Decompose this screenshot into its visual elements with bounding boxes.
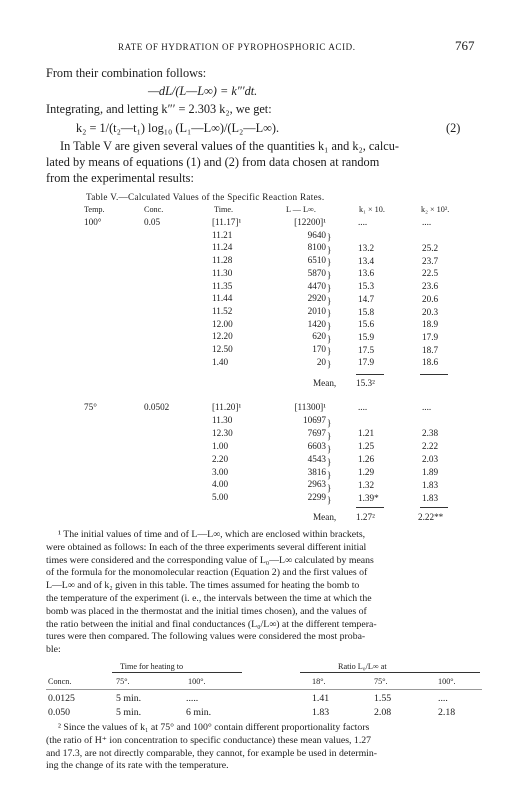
k2-cell: 2.03: [422, 453, 439, 464]
subtable-col-18: 18°.: [312, 677, 326, 686]
col-header-k2: k₂ × 10².: [421, 205, 450, 214]
k1-cell: 15.3: [358, 281, 375, 292]
l-cell: 2299: [307, 492, 326, 503]
k2-cell: 1.83: [422, 479, 439, 490]
k1-cell: 15.6: [358, 319, 375, 330]
brace-mark: }: [327, 482, 332, 493]
time-cell: [11.20]¹: [212, 402, 242, 412]
l-cell: 4470: [307, 280, 326, 291]
cell-conc: 0.05: [144, 217, 161, 227]
brace-mark: }: [327, 257, 332, 268]
k2-cell: 18.9: [422, 319, 439, 330]
divider: [356, 374, 384, 375]
k1-cell: 1.25: [358, 440, 375, 451]
footnote-line: tures were then compared. The following values were considered the most proba-: [46, 631, 366, 643]
divider: [112, 672, 242, 673]
time-cell: 1.00: [212, 440, 229, 451]
footnote-line: ² Since the values of k₁ at 75° and 100° contain different proportionality factors: [58, 722, 370, 733]
time-cell: 2.20: [212, 453, 229, 464]
time-cell: 4.00: [212, 479, 229, 490]
k1-cell: ....: [358, 217, 368, 227]
mean-k1: 15.3²: [356, 378, 375, 388]
footnote-line: the ratio between the initial and final conductances (L₀/L∞) at the different tempera-: [46, 618, 377, 630]
brace-mark: }: [327, 244, 332, 255]
time-cell: 11.30: [212, 414, 233, 425]
footnote-line: bomb was placed in the thermostat and the initial times chosen), and the values of: [46, 605, 367, 617]
l-cell: 6510: [307, 255, 326, 266]
time-cell: 11.52: [212, 305, 233, 316]
l-cell: 4543: [307, 453, 326, 464]
k1-cell: 13.6: [358, 268, 375, 279]
footnote-line: (the ratio of H⁺ ion concentration to specific conductance) these mean values, 1.27: [46, 734, 372, 746]
l-cell: 6603: [307, 440, 326, 451]
brace-mark: }: [327, 495, 332, 506]
k2-cell: 23.6: [422, 281, 439, 292]
l-cell: 5870: [307, 267, 326, 278]
brace-mark: }: [327, 469, 332, 480]
body-line: from the experimental results:: [46, 171, 194, 185]
equation-2-number: (2): [446, 121, 461, 135]
subtable-col-concn: Concn.: [48, 677, 72, 686]
time-cell: 12.30: [212, 427, 233, 438]
l-cell: 7697: [307, 427, 326, 438]
col-header-conc: Conc.: [144, 205, 164, 214]
col-header-time: Time.: [214, 205, 234, 214]
time-cell: [11.17]¹: [212, 217, 242, 227]
footnote-line: ble:: [46, 644, 61, 656]
footnote-line: ing the change of its rate with the temperature.: [46, 760, 229, 772]
brace-mark: }: [327, 418, 332, 428]
k1-cell: 13.4: [358, 255, 375, 266]
time-cell: 11.30: [212, 267, 233, 278]
footnote-line: were obtained as follows: In each of the three experiments several different initial: [46, 541, 367, 553]
footnote-line: ¹ The initial values of time and of L—L∞, which are enclosed within brackets,: [58, 529, 366, 540]
brace-mark: }: [327, 456, 332, 467]
k2-cell: 1.83: [422, 492, 439, 503]
cell-conc: 0.0502: [144, 402, 170, 412]
footnote-line: and 17.3, are not directly comparable, they cannot, for example be used in determin-: [46, 747, 378, 759]
divider: [420, 507, 448, 508]
time-cell: 12.50: [212, 344, 233, 354]
time-cell: 3.00: [212, 466, 229, 477]
col-header-temp: Temp.: [84, 205, 105, 214]
footnote-line: of the formula for the monomolecular reaction (Equation 2) and the first values of: [46, 567, 368, 579]
equation-1: —dL/(L—L∞) = k″′dt.: [148, 84, 258, 98]
subtable-cell: 2.18: [438, 707, 456, 718]
mean-label: Mean,: [313, 512, 337, 522]
k2-cell: 2.22: [422, 440, 439, 451]
k1-cell: 15.8: [358, 306, 375, 317]
k2-cell: 1.89: [422, 466, 439, 477]
body-line: From their combination follows:: [46, 66, 207, 80]
k1-cell: 17.5: [358, 344, 375, 355]
divider: [420, 374, 448, 375]
l-cell: 10697: [303, 414, 326, 425]
time-cell: 11.35: [212, 280, 233, 291]
mean-k2: 2.22**: [418, 512, 444, 522]
k2-cell: 22.5: [422, 268, 439, 279]
brace-mark: }: [327, 359, 332, 369]
k2-cell: 23.7: [422, 255, 439, 266]
subtable-cell: 6 min.: [186, 707, 212, 718]
l-cell: 170: [312, 344, 326, 354]
subtable-cell: ....: [438, 693, 448, 704]
table-caption: Table V.—Calculated Values of the Specific Reaction Rates.: [86, 192, 325, 202]
mean-label: Mean,: [313, 378, 337, 388]
subtable-cell: 5 min.: [116, 707, 142, 718]
divider: [300, 672, 480, 673]
k2-cell: 20.6: [422, 293, 439, 304]
time-cell: 11.24: [212, 242, 233, 253]
k2-cell: 20.3: [422, 306, 439, 317]
l-cell: 20: [316, 356, 326, 367]
brace-mark: }: [327, 232, 332, 242]
time-cell: 11.28: [212, 255, 233, 266]
k1-cell: 1.39*: [358, 492, 379, 503]
brace-mark: }: [327, 320, 332, 331]
k1-cell: 14.7: [358, 293, 375, 304]
l-cell: 620: [312, 331, 326, 342]
brace-mark: }: [327, 270, 332, 281]
footnote-line: L—L∞ and of k₂ given in this table. The times assumed for heating the bomb to: [46, 580, 360, 592]
page-number: 767: [455, 38, 475, 53]
subtable-cell: 1.83: [312, 707, 330, 718]
l-cell: [11300]¹: [294, 402, 326, 412]
subtable-cell: 1.55: [374, 693, 392, 704]
k2-cell: ....: [422, 217, 432, 227]
time-cell: 1.40: [212, 356, 229, 367]
mean-k1: 1.27²: [356, 512, 375, 522]
equation-2: k₂ = 1/(t₂—t₁) log₁₀ (L₁—L∞)/(L₂—L∞).: [76, 121, 280, 135]
time-cell: 11.21: [212, 229, 233, 240]
l-cell: 2010: [307, 305, 326, 316]
k1-cell: 1.26: [358, 453, 375, 464]
divider: [46, 689, 482, 690]
l-cell: 8100: [307, 242, 326, 253]
time-cell: 12.00: [212, 318, 233, 329]
cell-temp: 75°: [84, 402, 97, 412]
subtable-cell: 0.050: [48, 707, 71, 718]
l-cell: 3816: [307, 466, 326, 477]
k1-cell: 1.21: [358, 428, 375, 438]
l-cell: [12200]¹: [294, 217, 326, 227]
running-title: RATE OF HYDRATION OF PYROPHOSPHORIC ACID.: [118, 42, 356, 52]
brace-mark: }: [327, 333, 332, 344]
subtable-col-75: 75°.: [116, 677, 130, 686]
brace-mark: }: [327, 346, 332, 357]
l-cell: 2920: [307, 293, 326, 304]
subtable-col-100b: 100°.: [438, 677, 456, 686]
subtable-cell: 5 min.: [116, 693, 142, 704]
subtable-group-1: Time for heating to: [120, 662, 184, 671]
subtable-cell: 0.0125: [48, 693, 75, 704]
k1-cell: 1.29: [358, 466, 375, 477]
time-cell: 5.00: [212, 492, 229, 503]
k1-cell: 17.9: [358, 357, 375, 368]
brace-mark: }: [327, 443, 332, 454]
subtable-col-75b: 75°.: [374, 677, 388, 686]
brace-mark: }: [327, 308, 332, 319]
col-header-l: L — L∞.: [286, 205, 316, 214]
subtable-group-2: Ratio L₀/L∞ at: [338, 662, 387, 671]
k2-cell: 18.6: [422, 357, 439, 368]
subtable-cell: 1.41: [312, 693, 330, 704]
time-cell: 12.20: [212, 331, 233, 342]
l-cell: 9640: [307, 229, 326, 240]
k2-cell: 2.38: [422, 428, 439, 438]
body-line: lated by means of equations (1) and (2) from data chosen at random: [46, 155, 380, 169]
brace-mark: }: [327, 430, 332, 441]
k1-cell: 1.32: [358, 479, 375, 490]
time-cell: 11.44: [212, 293, 233, 304]
subtable-col-100: 100°.: [188, 677, 206, 686]
l-cell: 1420: [307, 318, 326, 329]
k2-cell: 25.2: [422, 243, 439, 253]
l-cell: 2963: [307, 479, 326, 490]
k1-cell: ....: [358, 402, 368, 412]
col-header-k1: k₁ × 10.: [359, 205, 385, 214]
body-line: Integrating, and letting k″′ = 2.303 k₂, we get:: [46, 102, 272, 116]
k1-cell: 13.2: [358, 243, 375, 253]
k2-cell: 17.9: [422, 331, 439, 342]
k2-cell: ....: [422, 402, 432, 412]
k1-cell: 15.9: [358, 331, 375, 342]
footnote-line: times were considered and the corresponding value of L₀—L∞ calculated by means: [46, 554, 374, 566]
cell-temp: 100°: [84, 217, 102, 227]
subtable-cell: 2.08: [374, 707, 392, 718]
subtable-cell: .....: [186, 693, 199, 704]
brace-mark: }: [327, 282, 332, 293]
brace-mark: }: [327, 295, 332, 306]
footnote-line: the temperature of the experiment (i. e., the intervals between the time at which the: [46, 593, 372, 604]
body-line: In Table V are given several values of the quantities k₁ and k₂, calcu-: [60, 139, 399, 153]
k2-cell: 18.7: [422, 344, 439, 355]
divider: [356, 507, 384, 508]
